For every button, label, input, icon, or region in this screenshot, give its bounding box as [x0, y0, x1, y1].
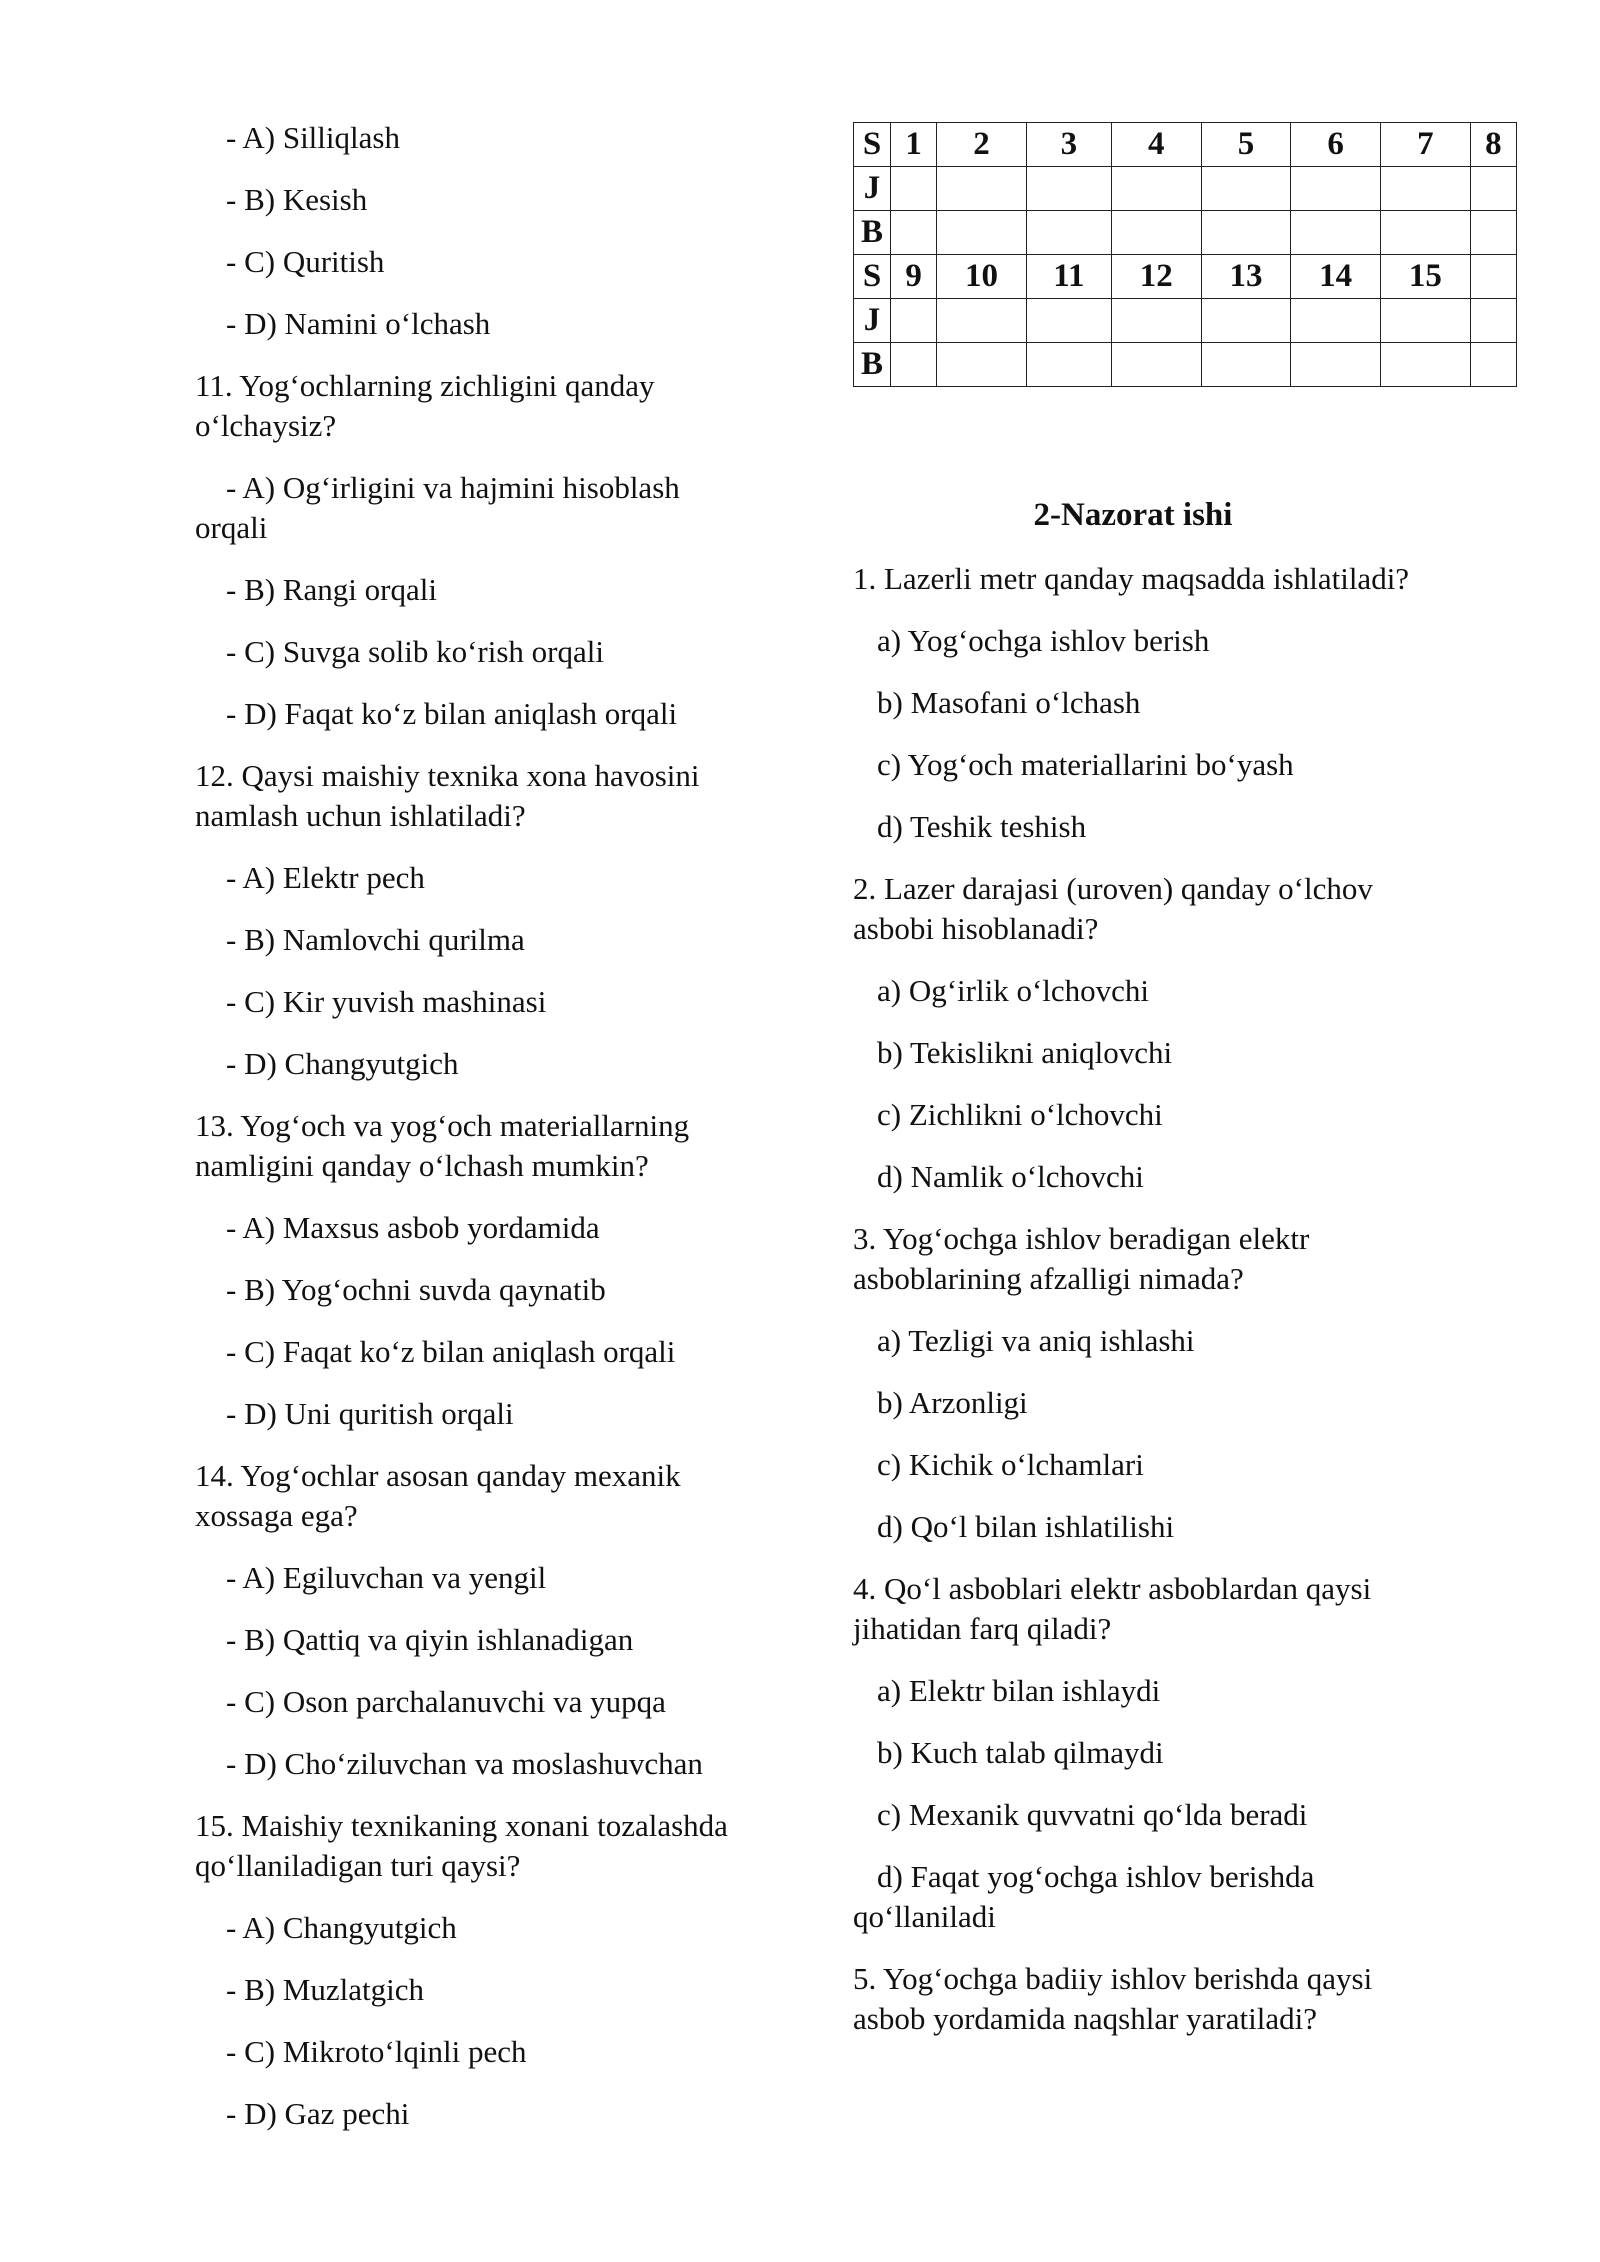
left-column — [195, 118, 755, 2156]
q12-option-d: - D) Changyutgich — [226, 1046, 459, 1081]
row-label: B — [854, 211, 891, 255]
question-number — [1470, 255, 1516, 299]
rq1-option-d: d) Teshik teshish — [877, 809, 1087, 844]
q12-question: 12. Qaysi maishiy texnika xona havosini namlash uchun ishlatiladi? — [195, 758, 700, 833]
answer-cell[interactable] — [1381, 299, 1471, 343]
question-number: 13 — [1201, 255, 1291, 299]
rq1-question: 1. Lazerli metr qanday maqsadda ishlatiladi? — [853, 561, 1410, 596]
rq4-option-a: a) Elektr bilan ishlaydi — [877, 1673, 1161, 1708]
answer-cell[interactable] — [1111, 211, 1201, 255]
question-number: 9 — [891, 255, 937, 299]
table-row — [854, 255, 1517, 299]
q13-option-d: - D) Uni quritish orqali — [226, 1396, 514, 1431]
q12-option-b: - B) Namlovchi qurilma — [226, 922, 525, 957]
question-number: 12 — [1111, 255, 1201, 299]
q12-option-a: - A) Elektr pech — [226, 860, 425, 895]
q14-option-a: - A) Egiluvchan va yengil — [226, 1560, 547, 1595]
answer-cell[interactable] — [891, 167, 937, 211]
rq3-option-c: c) Kichik o‘lchamlari — [877, 1447, 1144, 1482]
answer-cell[interactable] — [937, 343, 1027, 387]
answer-cell[interactable] — [1201, 211, 1291, 255]
row-label: S — [854, 255, 891, 299]
answer-cell[interactable] — [1111, 343, 1201, 387]
right-column — [853, 118, 1502, 2061]
q14-option-c: - C) Oson parchalanuvchi va yupqa — [226, 1684, 666, 1719]
rq3-option-b: b) Arzonligi — [877, 1385, 1028, 1420]
answer-cell[interactable] — [1111, 167, 1201, 211]
answer-cell[interactable] — [891, 343, 937, 387]
table-row — [854, 167, 1517, 211]
q13-option-b: - B) Yog‘ochni suvda qaynatib — [226, 1272, 606, 1307]
question-number: 6 — [1291, 123, 1381, 167]
answer-table — [853, 122, 1517, 387]
q10-option-c: - C) Quritish — [226, 244, 385, 279]
rq2-option-a: a) Og‘irlik o‘lchovchi — [877, 973, 1150, 1008]
answer-cell[interactable] — [1470, 211, 1516, 255]
question-number: 2 — [937, 123, 1027, 167]
answer-cell[interactable] — [937, 211, 1027, 255]
q11-option-a: - A) Og‘irligini va hajmini hisoblash orqali — [195, 470, 680, 545]
row-label: J — [854, 167, 891, 211]
q14-option-b: - B) Qattiq va qiyin ishlanadigan — [226, 1622, 634, 1657]
answer-cell[interactable] — [1470, 343, 1516, 387]
answer-cell[interactable] — [891, 211, 937, 255]
answer-cell[interactable] — [1201, 299, 1291, 343]
answer-cell[interactable] — [1291, 211, 1381, 255]
table-row — [854, 211, 1517, 255]
answer-cell[interactable] — [1026, 167, 1111, 211]
table-row — [854, 343, 1517, 387]
answer-cell[interactable] — [1201, 343, 1291, 387]
table-row — [854, 123, 1517, 167]
question-number: 7 — [1381, 123, 1471, 167]
question-number: 5 — [1201, 123, 1291, 167]
answer-cell[interactable] — [1381, 211, 1471, 255]
answer-cell[interactable] — [1291, 343, 1381, 387]
q12-option-c: - C) Kir yuvish mashinasi — [226, 984, 547, 1019]
rq3-option-a: a) Tezligi va aniq ishlashi — [877, 1323, 1195, 1358]
rq3-question: 3. Yog‘ochga ishlov beradigan elektr asboblarining afzalligi nimada? — [853, 1221, 1310, 1296]
answer-cell[interactable] — [937, 167, 1027, 211]
q14-option-d: - D) Cho‘ziluvchan va moslashuvchan — [226, 1746, 703, 1781]
rq2-option-c: c) Zichlikni o‘lchovchi — [877, 1097, 1163, 1132]
q10-option-b: - B) Kesish — [226, 182, 368, 217]
q15-question: 15. Maishiy texnikaning xonani tozalashda qo‘llaniladigan turi qaysi? — [195, 1808, 728, 1883]
q13-option-c: - C) Faqat ko‘z bilan aniqlash orqali — [226, 1334, 676, 1369]
q11-option-b: - B) Rangi orqali — [226, 572, 437, 607]
answer-cell[interactable] — [1381, 343, 1471, 387]
q11-option-c: - C) Suvga solib ko‘rish orqali — [226, 634, 604, 669]
rq2-option-b: b) Tekislikni aniqlovchi — [877, 1035, 1173, 1070]
rq1-option-c: c) Yog‘och materiallarini bo‘yash — [877, 747, 1294, 782]
answer-cell[interactable] — [1026, 299, 1111, 343]
rq4-question: 4. Qo‘l asboblari elektr asboblardan qaysi jihatidan farq qiladi? — [853, 1571, 1372, 1646]
question-number: 4 — [1111, 123, 1201, 167]
rq5-question: 5. Yog‘ochga badiiy ishlov berishda qaysi asbob yordamida naqshlar yaratiladi? — [853, 1961, 1373, 2036]
question-number: 3 — [1026, 123, 1111, 167]
answer-cell[interactable] — [1026, 343, 1111, 387]
answer-cell[interactable] — [1470, 299, 1516, 343]
answer-cell[interactable] — [1470, 167, 1516, 211]
answer-cell[interactable] — [1291, 167, 1381, 211]
row-label: S — [854, 123, 891, 167]
answer-cell[interactable] — [1201, 167, 1291, 211]
answer-cell[interactable] — [1026, 211, 1111, 255]
answer-cell[interactable] — [891, 299, 937, 343]
question-number: 8 — [1470, 123, 1516, 167]
question-number: 14 — [1291, 255, 1381, 299]
rq1-option-b: b) Masofani o‘lchash — [877, 685, 1141, 720]
table-row — [854, 299, 1517, 343]
q15-option-c: - C) Mikroto‘lqinli pech — [226, 2034, 527, 2069]
question-number: 10 — [937, 255, 1027, 299]
rq2-question: 2. Lazer darajasi (uroven) qanday o‘lchov asbobi hisoblanadi? — [853, 871, 1373, 946]
q14-question: 14. Yog‘ochlar asosan qanday mexanik xossaga ega? — [195, 1458, 681, 1533]
answer-cell[interactable] — [937, 299, 1027, 343]
rq1-option-a: a) Yog‘ochga ishlov berish — [877, 623, 1210, 658]
q15-option-a: - A) Changyutgich — [226, 1910, 457, 1945]
section-heading: 2-Nazorat ishi — [1033, 497, 1233, 533]
rq4-option-d: d) Faqat yog‘ochga ishlov berishda qo‘llaniladi — [853, 1859, 1315, 1934]
question-number: 15 — [1381, 255, 1471, 299]
row-label: J — [854, 299, 891, 343]
q11-question: 11. Yog‘ochlarning zichligini qanday o‘lchaysiz? — [195, 368, 655, 443]
rq4-option-c: c) Mexanik quvvatni qo‘lda beradi — [877, 1797, 1308, 1832]
rq3-option-d: d) Qo‘l bilan ishlatilishi — [877, 1509, 1175, 1544]
question-number: 11 — [1026, 255, 1111, 299]
rq2-option-d: d) Namlik o‘lchovchi — [877, 1159, 1144, 1194]
q11-option-d: - D) Faqat ko‘z bilan aniqlash orqali — [226, 696, 678, 731]
q15-option-d: - D) Gaz pechi — [226, 2096, 410, 2131]
answer-cell[interactable] — [1381, 167, 1471, 211]
q13-option-a: - A) Maxsus asbob yordamida — [226, 1210, 600, 1245]
rq4-option-b: b) Kuch talab qilmaydi — [877, 1735, 1164, 1770]
q10-option-d: - D) Namini o‘lchash — [226, 306, 491, 341]
question-number: 1 — [891, 123, 937, 167]
q13-question: 13. Yog‘och va yog‘och materiallarning namligini qanday o‘lchash mumkin? — [195, 1108, 690, 1183]
q15-option-b: - B) Muzlatgich — [226, 1972, 425, 2007]
row-label: B — [854, 343, 891, 387]
q10-option-a: - A) Silliqlash — [226, 120, 400, 155]
answer-cell[interactable] — [1291, 299, 1381, 343]
answer-cell[interactable] — [1111, 299, 1201, 343]
